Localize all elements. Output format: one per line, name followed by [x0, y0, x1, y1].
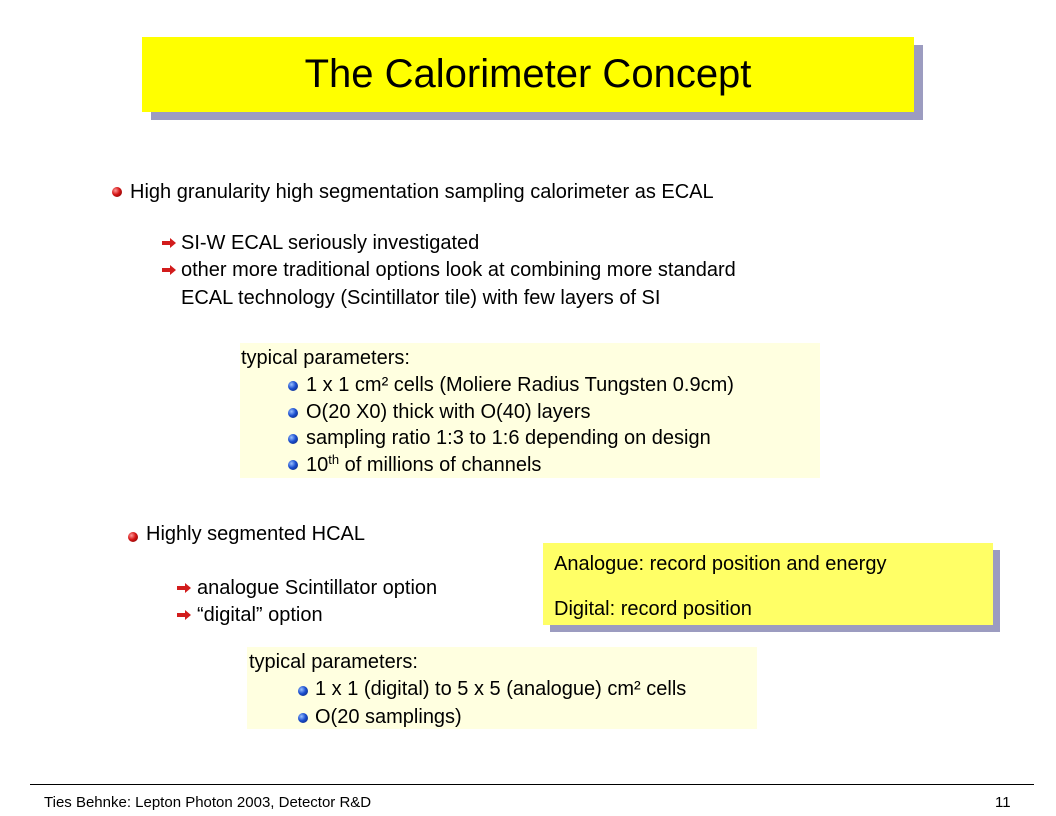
- hcal-sub-2: “digital” option: [197, 604, 323, 626]
- blue-bullet-icon: [288, 381, 298, 391]
- ecal-heading: High granularity high segmentation sampling calorimeter as ECAL: [130, 181, 714, 203]
- page-title: The Calorimeter Concept: [304, 52, 752, 96]
- blue-bullet-icon: [288, 434, 298, 444]
- ecal-param-3: sampling ratio 1:3 to 1:6 depending on design: [306, 427, 711, 449]
- hcal-params-heading: typical parameters:: [249, 651, 418, 673]
- ecal-sub-2-line1: other more traditional options look at combining more standard: [181, 259, 736, 281]
- arrow-bullet-icon: [177, 583, 191, 593]
- arrow-bullet-icon: [162, 238, 176, 248]
- ecal-params-heading: typical parameters:: [241, 347, 410, 369]
- red-bullet-icon: [128, 532, 138, 542]
- title-box: [142, 37, 914, 112]
- red-bullet-icon: [112, 187, 122, 197]
- footer-credit: Ties Behnke: Lepton Photon 2003, Detector R&D: [44, 794, 372, 811]
- ecal-param-4-prefix: 10: [306, 454, 329, 476]
- hcal-param-2: O(20 samplings): [315, 706, 462, 728]
- ecal-sub-1: SI-W ECAL seriously investigated: [181, 232, 480, 254]
- arrow-bullet-icon: [177, 610, 191, 620]
- ecal-param-2: O(20 X0) thick with O(40) layers: [306, 401, 591, 423]
- blue-bullet-icon: [298, 686, 308, 696]
- ecal-param-4-rest: of millions of channels: [339, 454, 542, 476]
- blue-bullet-icon: [288, 460, 298, 470]
- ecal-param-4: [306, 452, 542, 476]
- note-digital: Digital: record position: [554, 598, 752, 620]
- hcal-heading: Highly segmented HCAL: [146, 523, 365, 545]
- hcal-sub-1: analogue Scintillator option: [197, 577, 438, 599]
- page-number: 11: [995, 794, 1011, 811]
- ecal-sub-2-line2: ECAL technology (Scintillator tile) with few layers of SI: [181, 287, 661, 309]
- blue-bullet-icon: [288, 408, 298, 418]
- hcal-param-1: 1 x 1 (digital) to 5 x 5 (analogue) cm² cells: [315, 678, 687, 700]
- arrow-bullet-icon: [162, 265, 176, 275]
- ecal-param-1: 1 x 1 cm² cells (Moliere Radius Tungsten 0.9cm): [306, 374, 734, 396]
- ecal-param-4-sup: th: [328, 452, 340, 467]
- blue-bullet-icon: [298, 713, 308, 723]
- footer-rule: [30, 784, 1034, 785]
- note-analogue: Analogue: record position and energy: [554, 553, 887, 575]
